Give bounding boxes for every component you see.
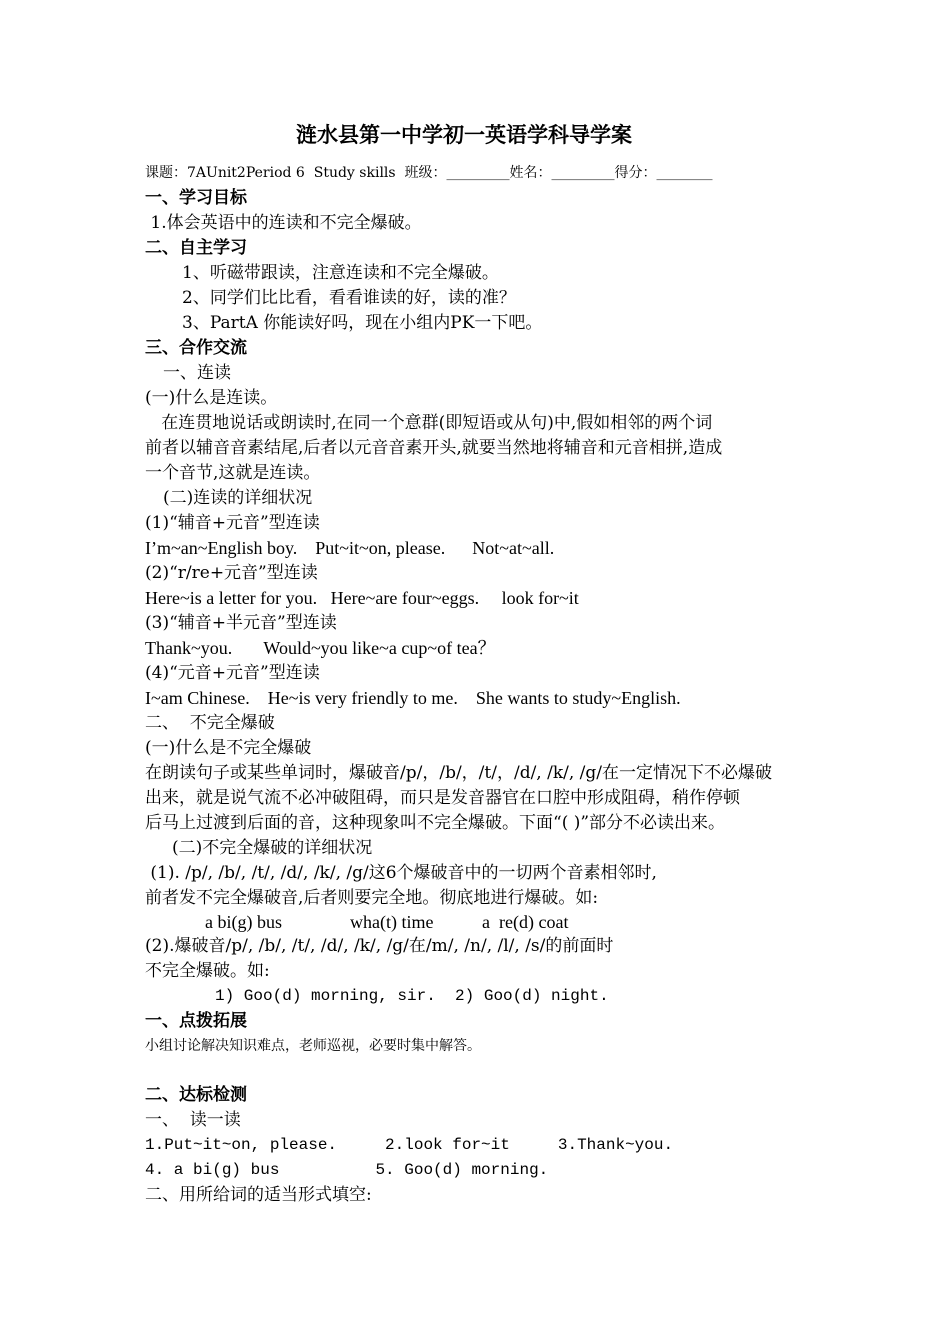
section-heading-objectives: 一、学习目标 <box>145 188 247 208</box>
baopo-detail-title: (二)不完全爆破的详细状况 <box>172 838 373 858</box>
liandu-definition-line-3: 一个音节,这就是连读。 <box>145 463 321 483</box>
baopo-rule-1-example-2: wha(t) time <box>350 912 434 932</box>
section-heading-extension: 一、点拨拓展 <box>145 1011 247 1031</box>
extension-text: 小组讨论解决知识难点，老师巡视，必要时集中解答。 <box>145 1038 481 1054</box>
section-heading-self-study: 二、自主学习 <box>145 238 247 258</box>
baopo-what-title: (一)什么是不完全爆破 <box>145 738 312 758</box>
liandu-title: 一、连读 <box>163 363 231 383</box>
liandu-what-title: (一)什么是连读。 <box>145 388 278 408</box>
liandu-definition-line-1: 在连贯地说话或朗读时,在同一个意群(即短语或从句)中,假如相邻的两个词 <box>145 413 713 433</box>
baopo-rule-2-line-1: (2).爆破音/p/, /b/, /t/, /d/, /k/, /g/在/m/, /n/, /l/, /s/的前面时 <box>145 936 614 956</box>
read-exercise-row-2: 4. a bi(g) bus 5. Goo(d) morning. <box>145 1161 549 1179</box>
baopo-rule-1-example-3: a re(d) coat <box>482 912 569 932</box>
baopo-rule-2-examples: 1) Goo(d) morning, sir. 2) Goo(d) night. <box>215 987 609 1005</box>
liandu-type-4-example: I~am Chinese. He~is very friendly to me. She wants to study~English. <box>145 688 681 708</box>
self-study-item-2: 2、同学们比比看，看看谁读的好，读的准？ <box>182 288 516 308</box>
liandu-detail-title: (二)连读的详细状况 <box>163 488 313 508</box>
baopo-title: 二、 不完全爆破 <box>145 713 275 733</box>
liandu-definition-line-2: 前者以辅音音素结尾,后者以元音音素开头,就要当然地将辅音和元音相拼,造成 <box>145 438 723 458</box>
self-study-item-1: 1、听磁带跟读，注意连读和不完全爆破。 <box>182 263 499 283</box>
liandu-type-2-example: Here~is a letter for you. Here~are four~eggs. look for~it <box>145 588 579 608</box>
liandu-type-3-label: (3)“辅音+半元音”型连读 <box>145 613 337 633</box>
liandu-type-3-example: Thank~you. Would~you like~a cup~of tea？ <box>145 638 496 658</box>
section-heading-assessment: 二、达标检测 <box>145 1085 247 1105</box>
page-title: 涟水县第一中学初一英语学科导学案 <box>296 123 632 147</box>
baopo-rule-1-line-1: (1). /p/, /b/, /t/, /d/, /k/, /g/这6个爆破音中的一切两个音素相邻时, <box>145 863 657 883</box>
fill-exercise-title: 二、用所给词的适当形式填空: <box>145 1185 372 1205</box>
liandu-type-4-label: (4)“元音+元音”型连读 <box>145 663 320 683</box>
baopo-rule-1-example-1: a bi(g) bus <box>205 912 282 932</box>
baopo-definition-line-3: 后马上过渡到后面的音，这种现象叫不完全爆破。下面“( )”部分不必读出来。 <box>145 813 726 833</box>
header-line: 课题：7AUnit2Period 6 Study skills 班级：_________姓名：_________得分：________ <box>145 165 713 181</box>
read-exercise-row-1: 1.Put~it~on, please. 2.look for~it 3.Thank~you. <box>145 1136 674 1154</box>
baopo-definition-line-2: 出来，就是说气流不必冲破阻碍，而只是发音器官在口腔中形成阻碍，稍作停顿 <box>145 788 740 808</box>
section-heading-cooperation: 三、合作交流 <box>145 338 247 358</box>
read-exercise-title: 一、 读一读 <box>145 1110 241 1130</box>
baopo-definition-line-1: 在朗读句子或某些单词时，爆破音/p/，/b/，/t/，/d/, /k/, /g/在一定情况下不必爆破 <box>145 763 773 783</box>
liandu-type-1-label: (1)“辅音+元音”型连读 <box>145 513 320 533</box>
objective-item: 1.体会英语中的连读和不完全爆破。 <box>145 213 422 233</box>
liandu-type-2-label: (2)“r/re+元音”型连读 <box>145 563 318 583</box>
liandu-type-1-example: I’m~an~English boy. Put~it~on, please. Not~at~all. <box>145 538 555 558</box>
self-study-item-3: 3、PartA 你能读好吗，现在小组内PK一下吧。 <box>182 313 543 333</box>
baopo-rule-2-line-2: 不完全爆破。如: <box>145 961 270 981</box>
baopo-rule-1-line-2: 前者发不完全爆破音,后者则要完全地。彻底地进行爆破。如: <box>145 888 599 908</box>
